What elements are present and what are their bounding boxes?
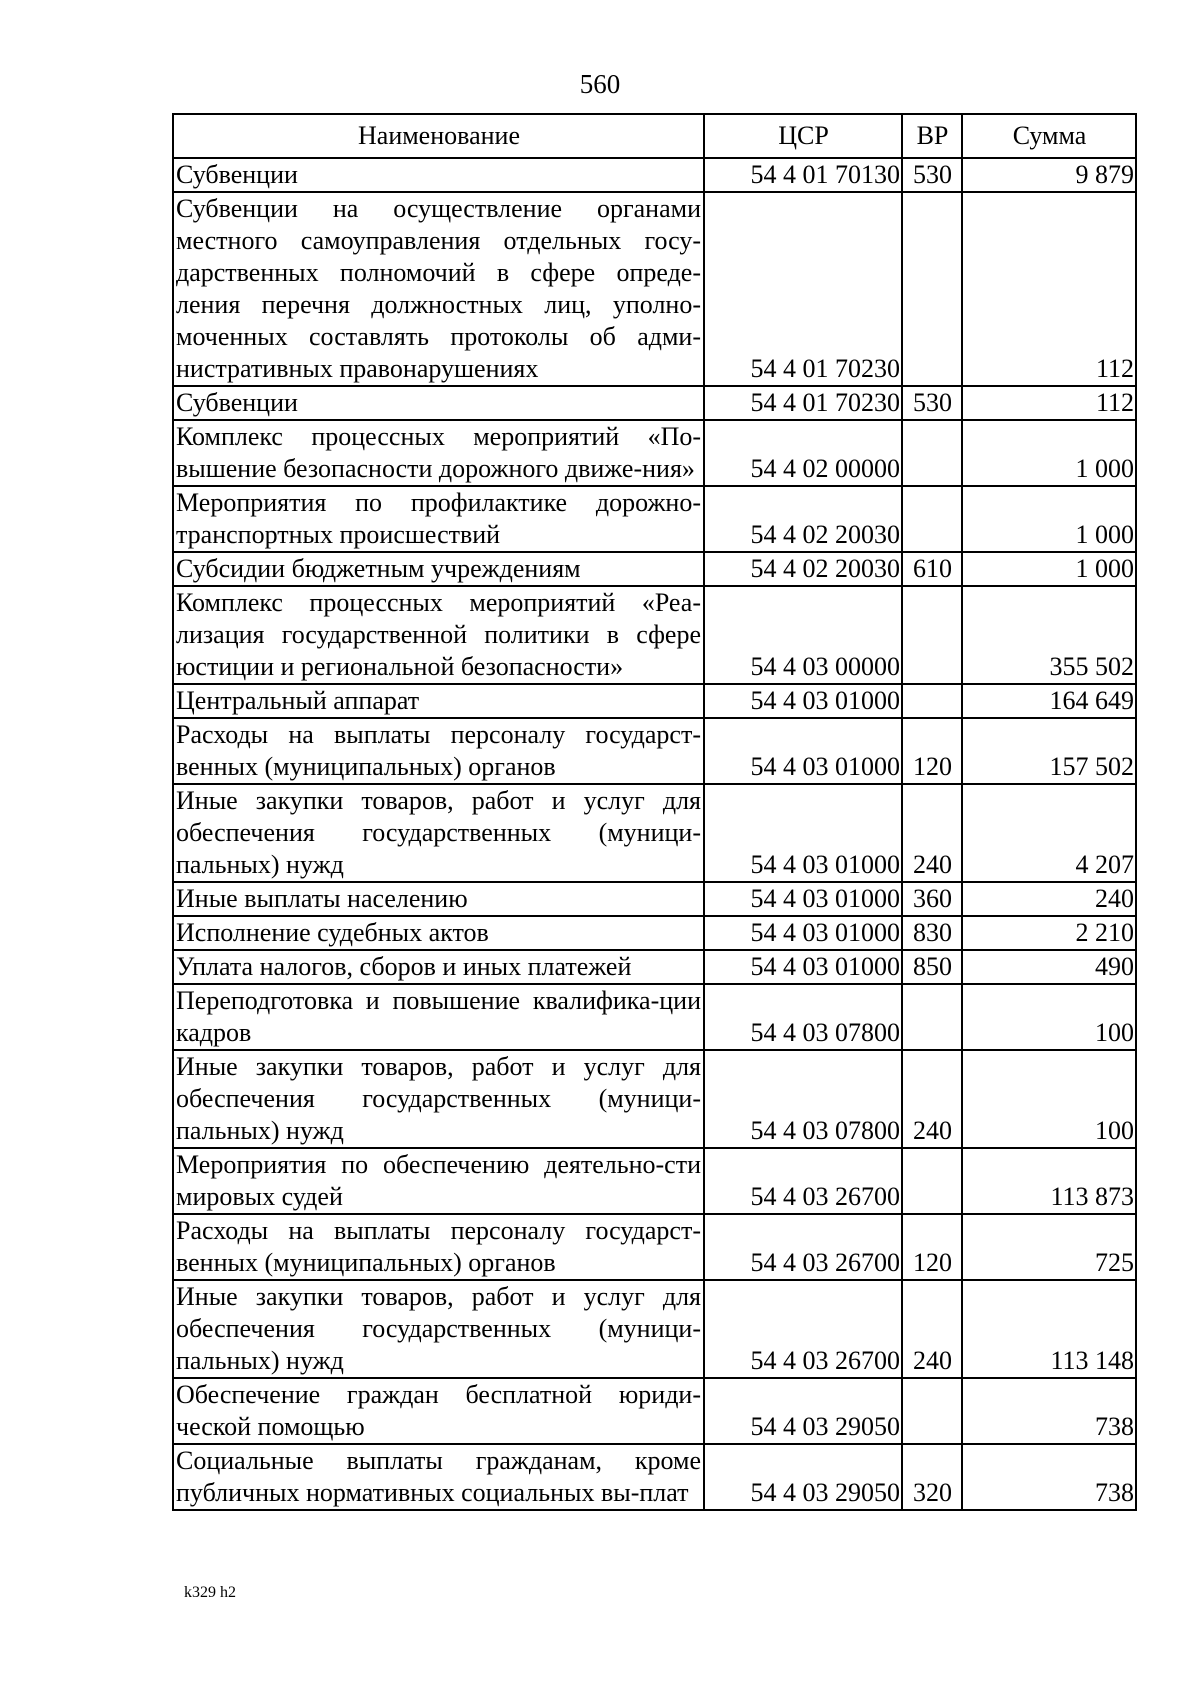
row-vr — [902, 586, 962, 684]
row-csr: 54 4 02 20030 — [704, 486, 902, 552]
row-csr: 54 4 03 01000 — [704, 718, 902, 784]
row-name: Комплекс процессных мероприятий «Реа-лизация государственной политики в сфере юстиции и региональной безопасности» — [173, 586, 704, 684]
row-sum: 355 502 — [962, 586, 1136, 684]
table-row — [173, 486, 1136, 552]
row-sum: 157 502 — [962, 718, 1136, 784]
row-csr: 54 4 03 01000 — [704, 784, 902, 882]
table-row — [173, 916, 1136, 950]
row-csr: 54 4 03 01000 — [704, 950, 902, 984]
row-csr: 54 4 03 01000 — [704, 882, 902, 916]
row-vr — [902, 192, 962, 386]
row-vr: 530 — [902, 158, 962, 192]
row-vr: 320 — [902, 1444, 962, 1510]
row-name: Субвенции — [173, 158, 704, 192]
row-sum: 1 000 — [962, 486, 1136, 552]
table-row — [173, 684, 1136, 718]
row-vr: 240 — [902, 784, 962, 882]
budget-table — [172, 113, 1137, 1511]
row-sum: 240 — [962, 882, 1136, 916]
header-csr: ЦСР — [704, 114, 902, 158]
row-csr: 54 4 01 70230 — [704, 386, 902, 420]
table-row — [173, 192, 1136, 386]
row-sum: 738 — [962, 1444, 1136, 1510]
row-name: Субвенции — [173, 386, 704, 420]
row-csr: 54 4 03 29050 — [704, 1378, 902, 1444]
row-name: Иные закупки товаров, работ и услуг для обеспечения государственных (муници-пальных) нужд — [173, 784, 704, 882]
row-csr: 54 4 03 26700 — [704, 1148, 902, 1214]
table-row — [173, 882, 1136, 916]
row-vr — [902, 684, 962, 718]
table-row — [173, 1444, 1136, 1510]
table-row — [173, 784, 1136, 882]
row-name: Переподготовка и повышение квалифика-ции кадров — [173, 984, 704, 1050]
row-name: Комплекс процессных мероприятий «По-вышение безопасности дорожного движе-ния» — [173, 420, 704, 486]
row-name: Уплата налогов, сборов и иных платежей — [173, 950, 704, 984]
table-row — [173, 552, 1136, 586]
table-body — [173, 158, 1136, 1510]
table-row — [173, 1378, 1136, 1444]
table-row — [173, 1214, 1136, 1280]
row-vr: 120 — [902, 718, 962, 784]
row-vr — [902, 486, 962, 552]
row-vr — [902, 1378, 962, 1444]
row-sum: 490 — [962, 950, 1136, 984]
row-csr: 54 4 03 07800 — [704, 1050, 902, 1148]
row-name: Центральный аппарат — [173, 684, 704, 718]
row-csr: 54 4 02 00000 — [704, 420, 902, 486]
row-csr: 54 4 03 00000 — [704, 586, 902, 684]
row-sum: 100 — [962, 1050, 1136, 1148]
row-name: Расходы на выплаты персоналу государст-венных (муниципальных) органов — [173, 1214, 704, 1280]
row-csr: 54 4 03 26700 — [704, 1280, 902, 1378]
table-row — [173, 386, 1136, 420]
row-vr: 610 — [902, 552, 962, 586]
row-name: Исполнение судебных актов — [173, 916, 704, 950]
row-sum: 4 207 — [962, 784, 1136, 882]
row-name: Обеспечение граждан бесплатной юриди-ческой помощью — [173, 1378, 704, 1444]
row-vr: 360 — [902, 882, 962, 916]
table-row — [173, 1050, 1136, 1148]
row-name: Социальные выплаты гражданам, кроме публичных нормативных социальных вы-плат — [173, 1444, 704, 1510]
row-sum: 113 873 — [962, 1148, 1136, 1214]
table-row — [173, 1280, 1136, 1378]
header-name: Наименование — [173, 114, 704, 158]
row-vr: 240 — [902, 1050, 962, 1148]
row-name: Расходы на выплаты персоналу государст-венных (муниципальных) органов — [173, 718, 704, 784]
row-vr: 830 — [902, 916, 962, 950]
row-name: Субсидии бюджетным учреждениям — [173, 552, 704, 586]
row-csr: 54 4 03 01000 — [704, 916, 902, 950]
header-sum: Сумма — [962, 114, 1136, 158]
row-vr: 850 — [902, 950, 962, 984]
row-vr — [902, 420, 962, 486]
row-sum: 9 879 — [962, 158, 1136, 192]
table-row — [173, 950, 1136, 984]
row-sum: 113 148 — [962, 1280, 1136, 1378]
row-vr: 240 — [902, 1280, 962, 1378]
row-sum: 725 — [962, 1214, 1136, 1280]
row-vr — [902, 984, 962, 1050]
row-sum: 164 649 — [962, 684, 1136, 718]
document-code: k329 h2 — [184, 1584, 236, 1601]
table-row — [173, 984, 1136, 1050]
row-vr — [902, 1148, 962, 1214]
row-name: Мероприятия по обеспечению деятельно-сти мировых судей — [173, 1148, 704, 1214]
row-csr: 54 4 03 07800 — [704, 984, 902, 1050]
row-sum: 2 210 — [962, 916, 1136, 950]
table-row — [173, 718, 1136, 784]
row-name: Мероприятия по профилактике дорожно-транспортных происшествий — [173, 486, 704, 552]
row-name: Субвенции на осуществление органами местного самоуправления отдельных госу-дарственных полномочий в сфере опреде-ления перечня должностных лиц, уполно-моченных составлять протоколы об адми-нистративных правонарушениях — [173, 192, 704, 386]
row-name: Иные выплаты населению — [173, 882, 704, 916]
row-sum: 738 — [962, 1378, 1136, 1444]
row-csr: 54 4 03 29050 — [704, 1444, 902, 1510]
table-row — [173, 420, 1136, 486]
row-csr: 54 4 02 20030 — [704, 552, 902, 586]
row-vr: 530 — [902, 386, 962, 420]
header-vr: ВР — [902, 114, 962, 158]
table-row — [173, 1148, 1136, 1214]
row-vr: 120 — [902, 1214, 962, 1280]
row-sum: 100 — [962, 984, 1136, 1050]
table-header-row — [173, 114, 1136, 158]
row-sum: 112 — [962, 386, 1136, 420]
table-row — [173, 158, 1136, 192]
page-number: 560 — [579, 69, 621, 99]
row-csr: 54 4 01 70130 — [704, 158, 902, 192]
row-sum: 1 000 — [962, 552, 1136, 586]
row-sum: 112 — [962, 192, 1136, 386]
row-csr: 54 4 01 70230 — [704, 192, 902, 386]
row-csr: 54 4 03 26700 — [704, 1214, 902, 1280]
row-sum: 1 000 — [962, 420, 1136, 486]
row-name: Иные закупки товаров, работ и услуг для обеспечения государственных (муници-пальных) нужд — [173, 1280, 704, 1378]
table-row — [173, 586, 1136, 684]
row-name: Иные закупки товаров, работ и услуг для обеспечения государственных (муници-пальных) нужд — [173, 1050, 704, 1148]
row-csr: 54 4 03 01000 — [704, 684, 902, 718]
